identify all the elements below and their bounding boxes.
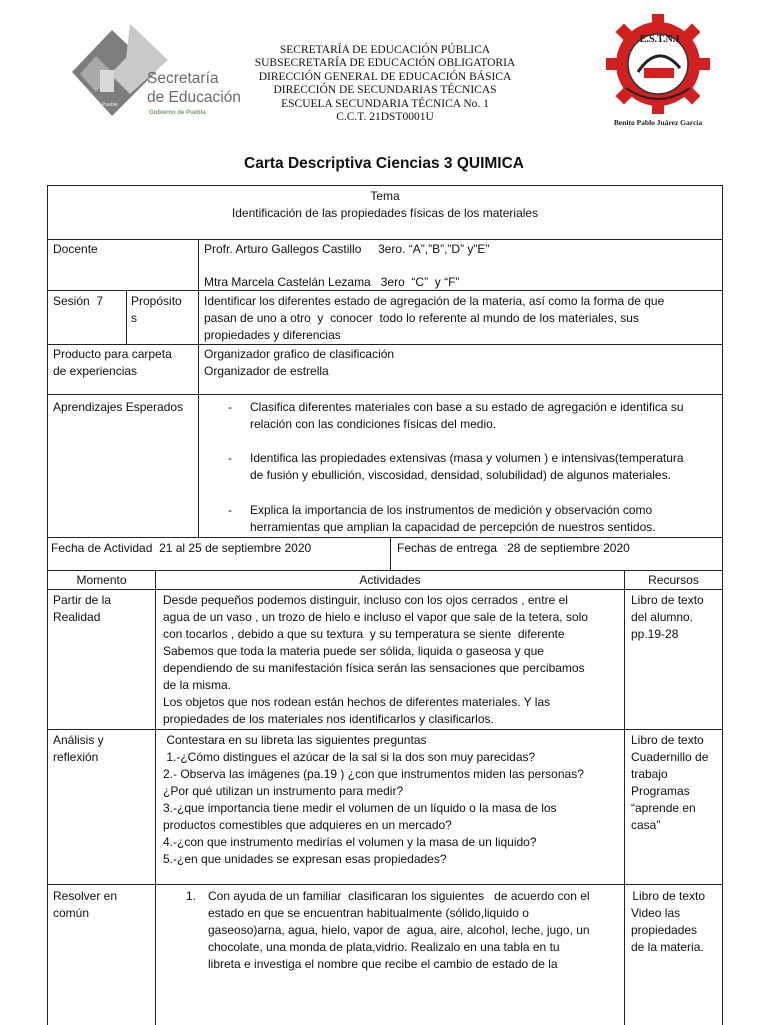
actividad-line: Con ayuda de un familiar clasificaran los siguientes de acuerdo con el [208,889,590,903]
producto-item: Organizador de estrella [204,364,329,378]
proposito-label: Propósito [131,294,182,308]
aprendizaje-line: herramientas que amplian la capacidad de percepción de nuestros sentidos. [250,520,656,534]
actividad-line: chocolate, una monda de plata,vidrio. Realizalo en una tabla en tu [208,940,560,954]
aprendizaje-line: de fusión y ebullición, viscosidad, densidad, solubilidad) de algunos materiales. [250,468,671,482]
aprendizaje-line: Identifica las propiedades extensivas (masa y volumen ) e intensivas(temperatura [250,451,684,465]
actividad-line: Los objetos que nos rodean están hechos de diferentes materiales. Y las [163,695,551,709]
producto-label: Producto para carpeta [53,347,172,361]
institution-line: DIRECCIÓN DE SECUNDARIAS TÉCNICAS [273,84,497,97]
momento-label: Resolver en [53,889,118,903]
actividad-line: dependiendo de su manifestación física serán las sensaciones que percibamos [163,661,585,675]
document-title: Carta Descriptiva Ciencias 3 QUIMICA [244,155,524,172]
momento-label: Análisis y [53,733,104,747]
actividad-line: gaseoso)arna, agua, hielo, vapor de agua, aire, alcohol, leche, jugo, un [208,923,590,937]
proposito-label-cont: s [131,311,137,325]
actividad-line: Contestara en su libreta las siguientes preguntas [163,733,427,747]
institution-line: DIRECCIÓN GENERAL DE EDUCACIÓN BÁSICA [258,70,512,83]
tema-label: Tema [370,189,400,203]
sesion-text-line: propiedades y diferencias [204,328,341,342]
logo-tagline: Gobierno de Puebla [149,110,206,116]
institution-line: SUBSECRETARÍA DE EDUCACIÓN OBLIGATORIA [254,57,516,70]
column-header-momento: Momento [76,573,127,587]
actividad-line: 3.-¿que importancia tiene medir el volumen de un líquido o la masa de los [163,801,557,815]
recurso-line: “aprende en [631,801,696,815]
recurso-line: casa” [631,818,661,832]
fecha-entrega: Fechas de entrega 28 de septiembre 2020 [397,541,630,555]
sesion-label: Sesión 7 [53,294,104,308]
sesion-text-line: Identificar los diferentes estado de agregación de la materia, así como la forma de que [204,294,665,308]
column-header-actividades: Actividades [359,573,421,587]
recurso-line: Video las [631,906,681,920]
gear-emblem-icon [598,12,718,122]
bullet-dash: - [228,451,232,465]
recurso-line: Libro de texto [631,593,704,607]
momento-label: Realidad [53,610,101,624]
actividad-line: 4.-¿con que instrumento medirías el volumen y la masa de un liquido? [163,835,537,849]
aprendizaje-line: Explica la importancia de los instrumentos de medición y observación como [250,503,653,517]
fecha-actividad: Fecha de Actividad 21 al 25 de septiembre 2020 [51,541,312,555]
docente-label: Docente [53,242,98,256]
actividad-line: Sabemos que toda la materia puede ser sólida, liquida o gaseosa y que [163,644,544,658]
aprendizaje-line: relación con las condiciones físicas del medio. [250,417,497,431]
momento-label: reflexión [53,750,99,764]
recurso-line: propiedades [631,923,698,937]
list-number: 1. [186,889,197,903]
emblem-text: E.S.T.N.1 [639,34,681,45]
recurso-line: de la materia. [631,940,704,954]
school-emblem-logo [598,12,718,132]
column-header-recursos: Recursos [648,573,699,587]
actividad-line: agua de un vaso , un trozo de hielo e incluso el vapor que sale de la tetera, solo [163,610,588,624]
recurso-line: pp.19-28 [631,627,679,641]
actividad-line: 2.- Observa las imágenes (pa.19 ) ¿con que instrumentos miden las personas? [163,767,584,781]
actividad-line: propiedades de los materiales nos identificarlos y clasificarlos. [163,712,494,726]
secretaria-educacion-logo [70,22,260,122]
recurso-line: Libro de texto [631,733,704,747]
actividad-line: productos comestibles que adquieres en un mercado? [163,818,452,832]
recurso-line: del alumno. [631,610,694,624]
bullet-dash: - [228,400,232,414]
actividad-line: estado en que se encuentran habitualmente (sólido,liquido o [208,906,529,920]
aprendizajes-label: Aprendizajes Esperados [53,400,184,414]
recurso-line: trabajo [631,767,668,781]
svg-text:Puebla: Puebla [102,102,118,108]
docente-line-2: Mtra Marcela Castelán Lezama 3ero “C” y “F” [204,275,460,289]
sesion-text-line: pasan de uno a otro y conocer todo lo referente al mundo de los materiales, sus [204,311,639,325]
actividad-line: Desde pequeños podemos distinguir, incluso con los ojos cerrados , entre el [163,593,568,607]
aprendizaje-line: Clasifica diferentes materiales con base a su estado de agregación e identifica su [250,400,684,414]
logo-text-line2: de Educación [147,89,241,106]
institution-line: ESCUELA SECUNDARIA TÉCNICA No. 1 [281,97,489,110]
tema-value: Identificación de las propiedades físicas de los materiales [231,206,539,220]
actividad-line: de la misma. [163,678,232,692]
actividad-line: libreta e investiga el nombre que recibe el cambio de estado de la [208,957,558,971]
producto-item: Organizador grafico de clasificación [204,347,395,361]
producto-label-cont: de experiencias [53,364,138,378]
actividad-line: 1.-¿Cómo distingues el azúcar de la sal si la dos son muy parecidas? [163,750,536,764]
emblem-caption: Benito Pablo Juárez García [613,118,703,127]
recurso-line: Programas [631,784,690,798]
bullet-dash: - [228,503,232,517]
institution-header [240,44,530,124]
logo-text-line1: Secretaría [147,70,219,87]
recurso-line: Libro de texto [629,889,706,903]
institution-line: C.C.T. 21DST0001U [336,111,434,124]
actividad-line: ¿Por qué utilizan un instrumento para medir? [163,784,404,798]
institution-line: SECRETARÍA DE EDUCACIÓN PÚBLICA [279,44,491,56]
actividad-line: 5.-¿en que unidades se expresan esas propiedades? [163,852,447,866]
momento-label: Partir de la [53,593,112,607]
recurso-line: Cuadernillo de [631,750,709,764]
actividad-line: con tocarlos , debido a que su textura y su temperatura se siente diferente [163,627,565,641]
momento-label: común [53,906,90,920]
docente-line-1: Profr. Arturo Gallegos Castillo 3ero. “A”,”B”,”D” y”E” [204,242,490,256]
